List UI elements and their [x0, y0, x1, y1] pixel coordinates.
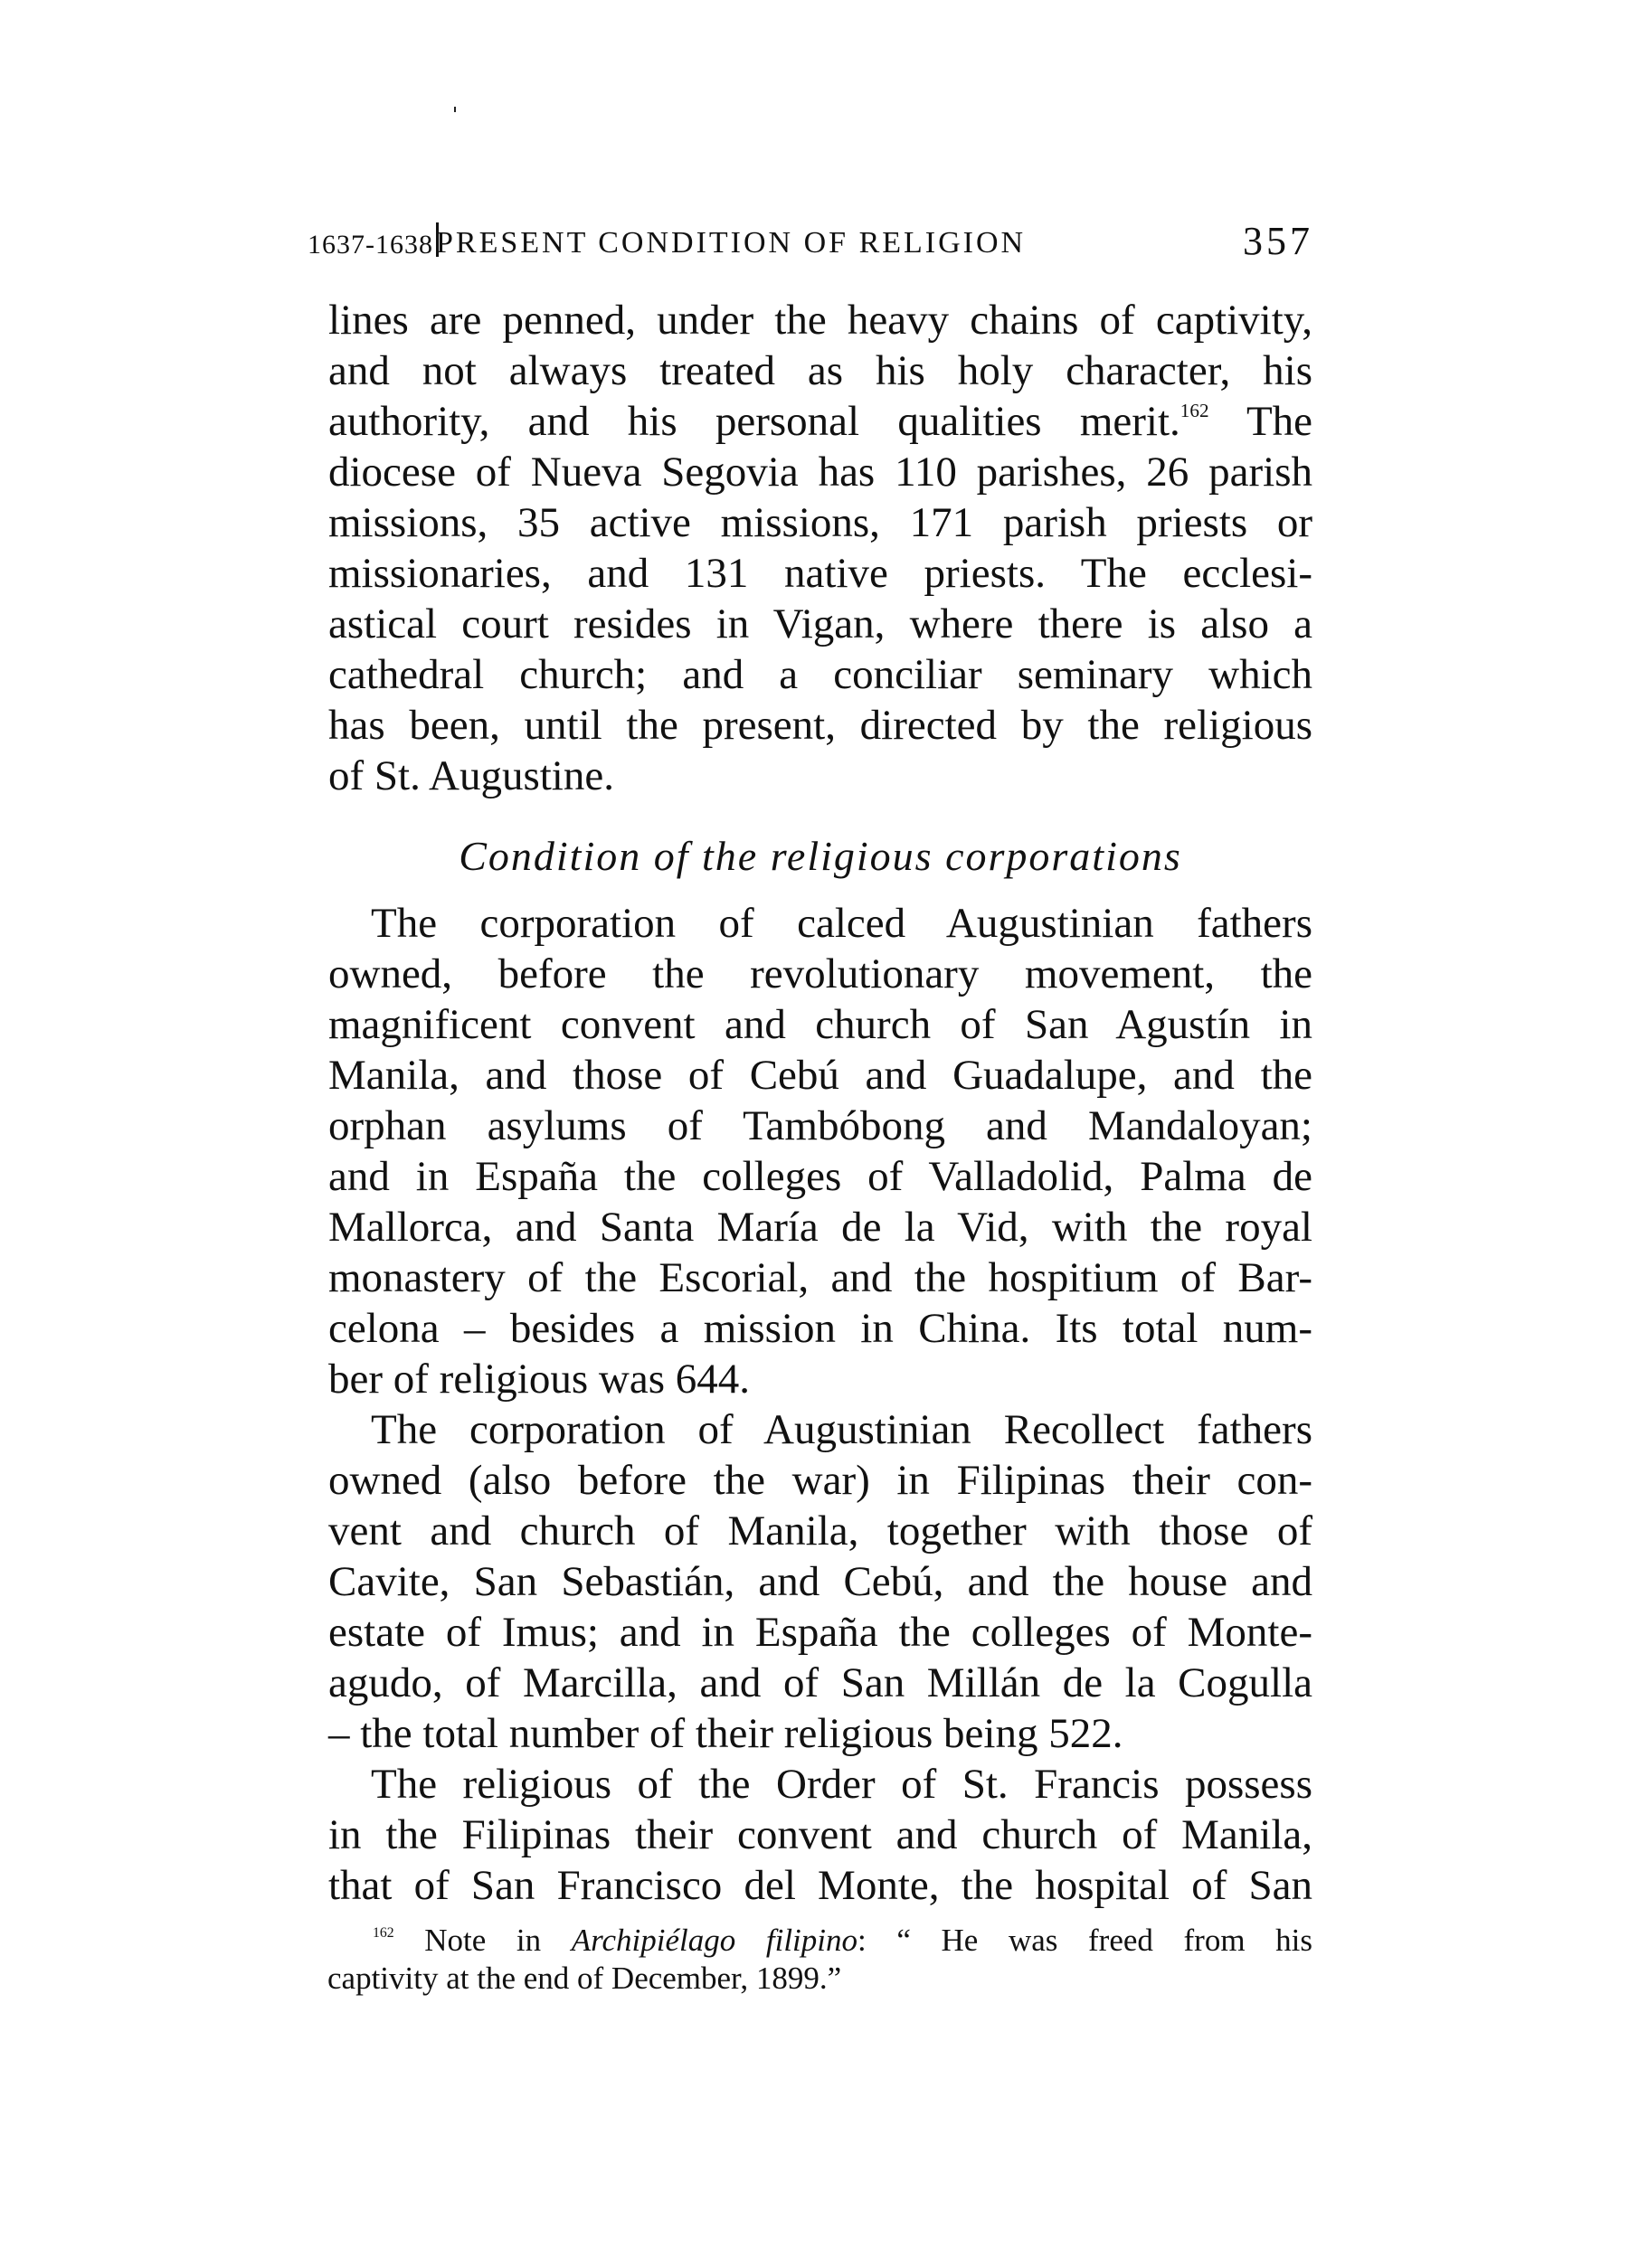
body-line: vent and church of Manila, together with those of	[328, 1507, 1312, 1555]
body-line: magnificent convent and church of San Agustín in	[328, 1001, 1312, 1048]
body-line: cathedral church; and a conciliar seminary which	[328, 651, 1312, 698]
body-text: authority, and his personal qualities merit.	[328, 398, 1180, 445]
footnote-ref-162[interactable]: 162	[1180, 399, 1209, 421]
body-line: owned, before the revolutionary movement, the	[328, 950, 1312, 997]
running-head-years	[308, 222, 442, 259]
body-line: monastery of the Escorial, and the hospitium of Bar-	[328, 1254, 1312, 1301]
footnote	[373, 1924, 1312, 1956]
body-line: and in España the colleges of Valladolid, Palma de	[328, 1153, 1312, 1200]
body-line: agudo, of Marcilla, and of San Millán de la Cogulla	[328, 1659, 1312, 1706]
body-line: The religious of the Order of St. Francis possess	[371, 1761, 1312, 1808]
running-head	[308, 213, 1313, 263]
body-line: and not always treated as his holy character, his	[328, 347, 1312, 394]
section-heading: Condition of the religious corporations	[459, 833, 1182, 879]
footnote-number: 162	[373, 1925, 394, 1942]
body-line: estate of Imus; and in España the colleges of Monte-	[328, 1609, 1312, 1656]
body-line: Mallorca, and Santa María de la Vid, with the royal	[328, 1204, 1312, 1251]
body-line: The corporation of Augustinian Recollect fathers	[371, 1406, 1312, 1453]
body-line: has been, until the present, directed by the religious	[328, 702, 1312, 749]
body-line: ber of religious was 644.	[328, 1356, 750, 1403]
body-line: astical court resides in Vigan, where there is also a	[328, 600, 1312, 647]
years-text: 1637-1638	[308, 230, 433, 260]
running-head-title: PRESENT CONDITION OF RELIGION	[436, 226, 1027, 260]
body-line: in the Filipinas their convent and church of Manila,	[328, 1811, 1312, 1858]
footnote-text: Note in	[424, 1923, 542, 1958]
body-line: of St. Augustine.	[328, 752, 614, 799]
body-line: celona – besides a mission in China. Its total num-	[328, 1305, 1312, 1352]
footnote-source-title: Archipiélago filipino	[571, 1923, 857, 1958]
body-text: The	[1246, 398, 1313, 445]
body-line: lines are penned, under the heavy chains of captivity,	[328, 297, 1312, 344]
body-line: – the total number of their religious being 522.	[328, 1710, 1123, 1757]
body-line: diocese of Nueva Segovia has 110 parishes, 26 parish	[328, 449, 1312, 496]
body-line: missions, 35 active missions, 171 parish priests or	[328, 499, 1312, 546]
body-line: owned (also before the war) in Filipinas their con-	[328, 1457, 1312, 1504]
footnote-line: captivity at the end of December, 1899.”	[327, 1961, 842, 1996]
body-line: orphan asylums of Tambóbong and Mandaloyan;	[328, 1102, 1312, 1149]
scan-speck	[454, 107, 456, 112]
body-line	[328, 398, 1313, 448]
body-line: Cavite, San Sebastián, and Cebú, and the house and	[328, 1558, 1312, 1605]
body-line: missionaries, and 131 native priests. The ecclesi-	[328, 550, 1312, 597]
body-line: that of San Francisco del Monte, the hospital of San	[328, 1862, 1312, 1909]
body-line: Manila, and those of Cebú and Guadalupe, and the	[328, 1052, 1312, 1099]
page-number: 357	[1243, 219, 1313, 263]
footnote-text: : “ He was freed from his	[857, 1923, 1313, 1958]
body-line: The corporation of calced Augustinian fathers	[371, 900, 1312, 947]
